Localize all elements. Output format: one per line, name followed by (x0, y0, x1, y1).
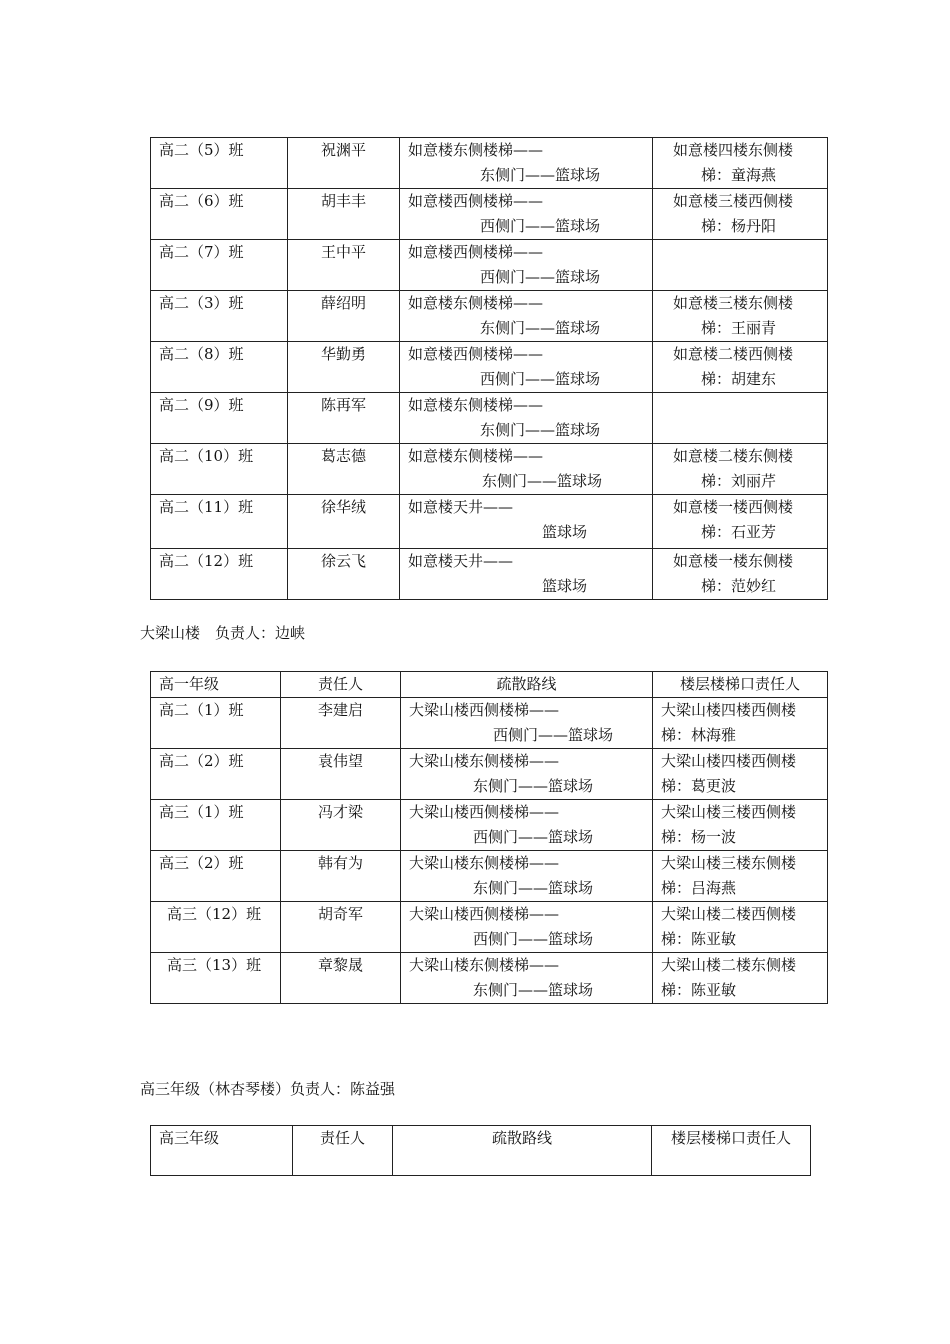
responsible-cell: 陈再军 (288, 393, 400, 444)
route-line-2: 东侧门——篮球场 (480, 166, 601, 184)
floor-line-1: 如意楼三楼东侧楼 (673, 294, 794, 312)
table-row (151, 495, 828, 549)
header-floor: 楼层楼梯口责任人 (653, 672, 828, 698)
table-row (151, 902, 828, 953)
route-line-2: 西侧门——篮球场 (480, 268, 601, 286)
route-line-1: 如意楼西侧楼梯—— (408, 345, 544, 363)
route-line-2: 东侧门——篮球场 (473, 879, 594, 897)
floor-line-1: 大梁山楼二楼西侧楼 (661, 905, 797, 923)
responsible-cell: 胡丰丰 (288, 189, 400, 240)
route-cell (400, 138, 653, 189)
floor-line-1: 大梁山楼二楼东侧楼 (661, 956, 797, 974)
floor-line-2: 梯：葛更波 (661, 777, 737, 795)
floor-cell (653, 851, 828, 902)
floor-line-2: 梯：林海雅 (661, 726, 737, 744)
floor-line-1: 大梁山楼四楼西侧楼 (661, 701, 797, 719)
table-header-row (151, 672, 828, 698)
table-row (151, 393, 828, 444)
header-class: 高一年级 (151, 672, 281, 698)
route-line-2: 东侧门——篮球场 (480, 421, 601, 439)
floor-cell (653, 189, 828, 240)
route-line-1: 如意楼西侧楼梯—— (408, 243, 544, 261)
route-line-1: 如意楼东侧楼梯—— (408, 447, 544, 465)
floor-cell (653, 138, 828, 189)
floor-cell (653, 444, 828, 495)
route-line-2: 东侧门——篮球场 (480, 319, 601, 337)
route-cell (401, 851, 653, 902)
route-cell (401, 953, 653, 1004)
floor-line-1: 如意楼二楼西侧楼 (673, 345, 794, 363)
floor-cell (653, 495, 828, 549)
ruyi-building-table (150, 137, 828, 600)
route-line-2: 西侧门——篮球场 (480, 370, 601, 388)
floor-line-2: 梯：胡建东 (701, 370, 777, 388)
route-line-2: 西侧门——篮球场 (473, 828, 594, 846)
route-line-2: 西侧门——篮球场 (473, 930, 594, 948)
class-cell: 高二（6）班 (151, 189, 288, 240)
route-line-2: 东侧门——篮球场 (473, 981, 594, 999)
floor-line-1: 大梁山楼三楼东侧楼 (661, 854, 797, 872)
class-cell: 高二（11）班 (151, 495, 288, 549)
floor-line-2: 梯：石亚芳 (701, 523, 777, 541)
route-line-1: 如意楼东侧楼梯—— (408, 141, 544, 159)
table-row (151, 800, 828, 851)
route-line-1: 大梁山楼西侧楼梯—— (409, 905, 560, 923)
class-cell: 高二（3）班 (151, 291, 288, 342)
class-cell: 高二（1）班 (151, 698, 281, 749)
floor-line-1: 如意楼一楼西侧楼 (673, 498, 794, 516)
table-row (151, 953, 828, 1004)
daliangshan-heading: 大梁山楼 负责人：边峡 (140, 624, 306, 642)
class-cell: 高三（12）班 (151, 902, 281, 953)
responsible-cell: 胡奇军 (281, 902, 401, 953)
responsible-cell: 徐云飞 (288, 549, 400, 600)
route-cell (400, 549, 653, 600)
class-cell: 高二（8）班 (151, 342, 288, 393)
responsible-cell: 章黎晟 (281, 953, 401, 1004)
route-line-1: 如意楼天井—— (408, 552, 514, 570)
responsible-cell: 王中平 (288, 240, 400, 291)
route-line-2: 篮球场 (542, 577, 588, 595)
responsible-cell: 华勤勇 (288, 342, 400, 393)
responsible-cell: 薛绍明 (288, 291, 400, 342)
responsible-cell: 李建启 (281, 698, 401, 749)
floor-line-2: 梯：童海燕 (701, 166, 777, 184)
table-row (151, 291, 828, 342)
table-row (151, 698, 828, 749)
class-cell: 高三（1）班 (151, 800, 281, 851)
route-line-1: 大梁山楼西侧楼梯—— (409, 803, 560, 821)
class-cell: 高三（13）班 (151, 953, 281, 1004)
table-header-row (151, 1126, 811, 1176)
floor-cell (653, 800, 828, 851)
table-row (151, 138, 828, 189)
route-cell (400, 444, 653, 495)
class-cell: 高二（2）班 (151, 749, 281, 800)
floor-cell (653, 698, 828, 749)
class-cell: 高二（12）班 (151, 549, 288, 600)
floor-cell (653, 749, 828, 800)
route-line-1: 如意楼东侧楼梯—— (408, 294, 544, 312)
floor-line-2: 梯：陈亚敏 (661, 930, 737, 948)
floor-line-1: 如意楼四楼东侧楼 (673, 141, 794, 159)
floor-line-2: 梯：刘丽芹 (701, 472, 777, 490)
header-responsible: 责任人 (293, 1126, 393, 1176)
daliangshan-building-table (150, 671, 828, 1004)
route-cell (401, 902, 653, 953)
floor-line-2: 梯：王丽青 (701, 319, 777, 337)
route-line-2: 篮球场 (542, 523, 588, 541)
route-cell (401, 749, 653, 800)
floor-cell (653, 953, 828, 1004)
route-cell (400, 342, 653, 393)
header-class: 高三年级 (151, 1126, 293, 1176)
floor-line-1: 如意楼二楼东侧楼 (673, 447, 794, 465)
route-cell (400, 291, 653, 342)
header-route: 疏散路线 (401, 672, 653, 698)
route-line-2: 东侧门——篮球场 (482, 472, 603, 490)
table-row (151, 749, 828, 800)
route-line-2: 西侧门——篮球场 (480, 217, 601, 235)
route-cell (400, 393, 653, 444)
route-line-1: 大梁山楼东侧楼梯—— (409, 956, 560, 974)
route-line-1: 大梁山楼东侧楼梯—— (409, 752, 560, 770)
floor-line-2: 梯：吕海燕 (661, 879, 737, 897)
responsible-cell: 韩有为 (281, 851, 401, 902)
class-cell: 高二（5）班 (151, 138, 288, 189)
table-row (151, 444, 828, 495)
header-responsible: 责任人 (281, 672, 401, 698)
route-cell (400, 495, 653, 549)
floor-cell (653, 342, 828, 393)
floor-line-1: 如意楼一楼东侧楼 (673, 552, 794, 570)
senior-three-heading: 高三年级（林杏琴楼）负责人：陈益强 (140, 1080, 396, 1098)
route-cell (401, 698, 653, 749)
responsible-cell: 袁伟望 (281, 749, 401, 800)
class-cell: 高二（9）班 (151, 393, 288, 444)
floor-cell (653, 902, 828, 953)
route-line-1: 如意楼西侧楼梯—— (408, 192, 544, 210)
table-row (151, 189, 828, 240)
class-cell: 高二（7）班 (151, 240, 288, 291)
floor-line-2: 梯：杨丹阳 (701, 217, 777, 235)
route-cell (400, 189, 653, 240)
route-line-1: 大梁山楼西侧楼梯—— (409, 701, 560, 719)
table-row (151, 342, 828, 393)
floor-line-2: 梯：杨一波 (661, 828, 737, 846)
floor-line-1: 大梁山楼三楼西侧楼 (661, 803, 797, 821)
responsible-cell: 葛志德 (288, 444, 400, 495)
route-cell (400, 240, 653, 291)
route-line-1: 如意楼天井—— (408, 498, 514, 516)
floor-cell (653, 549, 828, 600)
class-cell: 高三（2）班 (151, 851, 281, 902)
floor-line-2: 梯：陈亚敏 (661, 981, 737, 999)
header-floor: 楼层楼梯口责任人 (652, 1126, 811, 1176)
route-line-2: 东侧门——篮球场 (473, 777, 594, 795)
floor-cell (653, 393, 828, 444)
responsible-cell: 冯才梁 (281, 800, 401, 851)
class-cell: 高二（10）班 (151, 444, 288, 495)
route-line-1: 大梁山楼东侧楼梯—— (409, 854, 560, 872)
floor-line-1: 大梁山楼四楼西侧楼 (661, 752, 797, 770)
route-cell (401, 800, 653, 851)
header-route: 疏散路线 (393, 1126, 652, 1176)
responsible-cell: 徐华绒 (288, 495, 400, 549)
table-row (151, 549, 828, 600)
route-line-1: 如意楼东侧楼梯—— (408, 396, 544, 414)
table-row (151, 851, 828, 902)
floor-cell (653, 291, 828, 342)
floor-line-2: 梯：范妙红 (701, 577, 777, 595)
table-row (151, 240, 828, 291)
route-line-2: 西侧门——篮球场 (493, 726, 614, 744)
senior-three-table (150, 1125, 811, 1176)
responsible-cell: 祝渊平 (288, 138, 400, 189)
floor-cell (653, 240, 828, 291)
floor-line-1: 如意楼三楼西侧楼 (673, 192, 794, 210)
